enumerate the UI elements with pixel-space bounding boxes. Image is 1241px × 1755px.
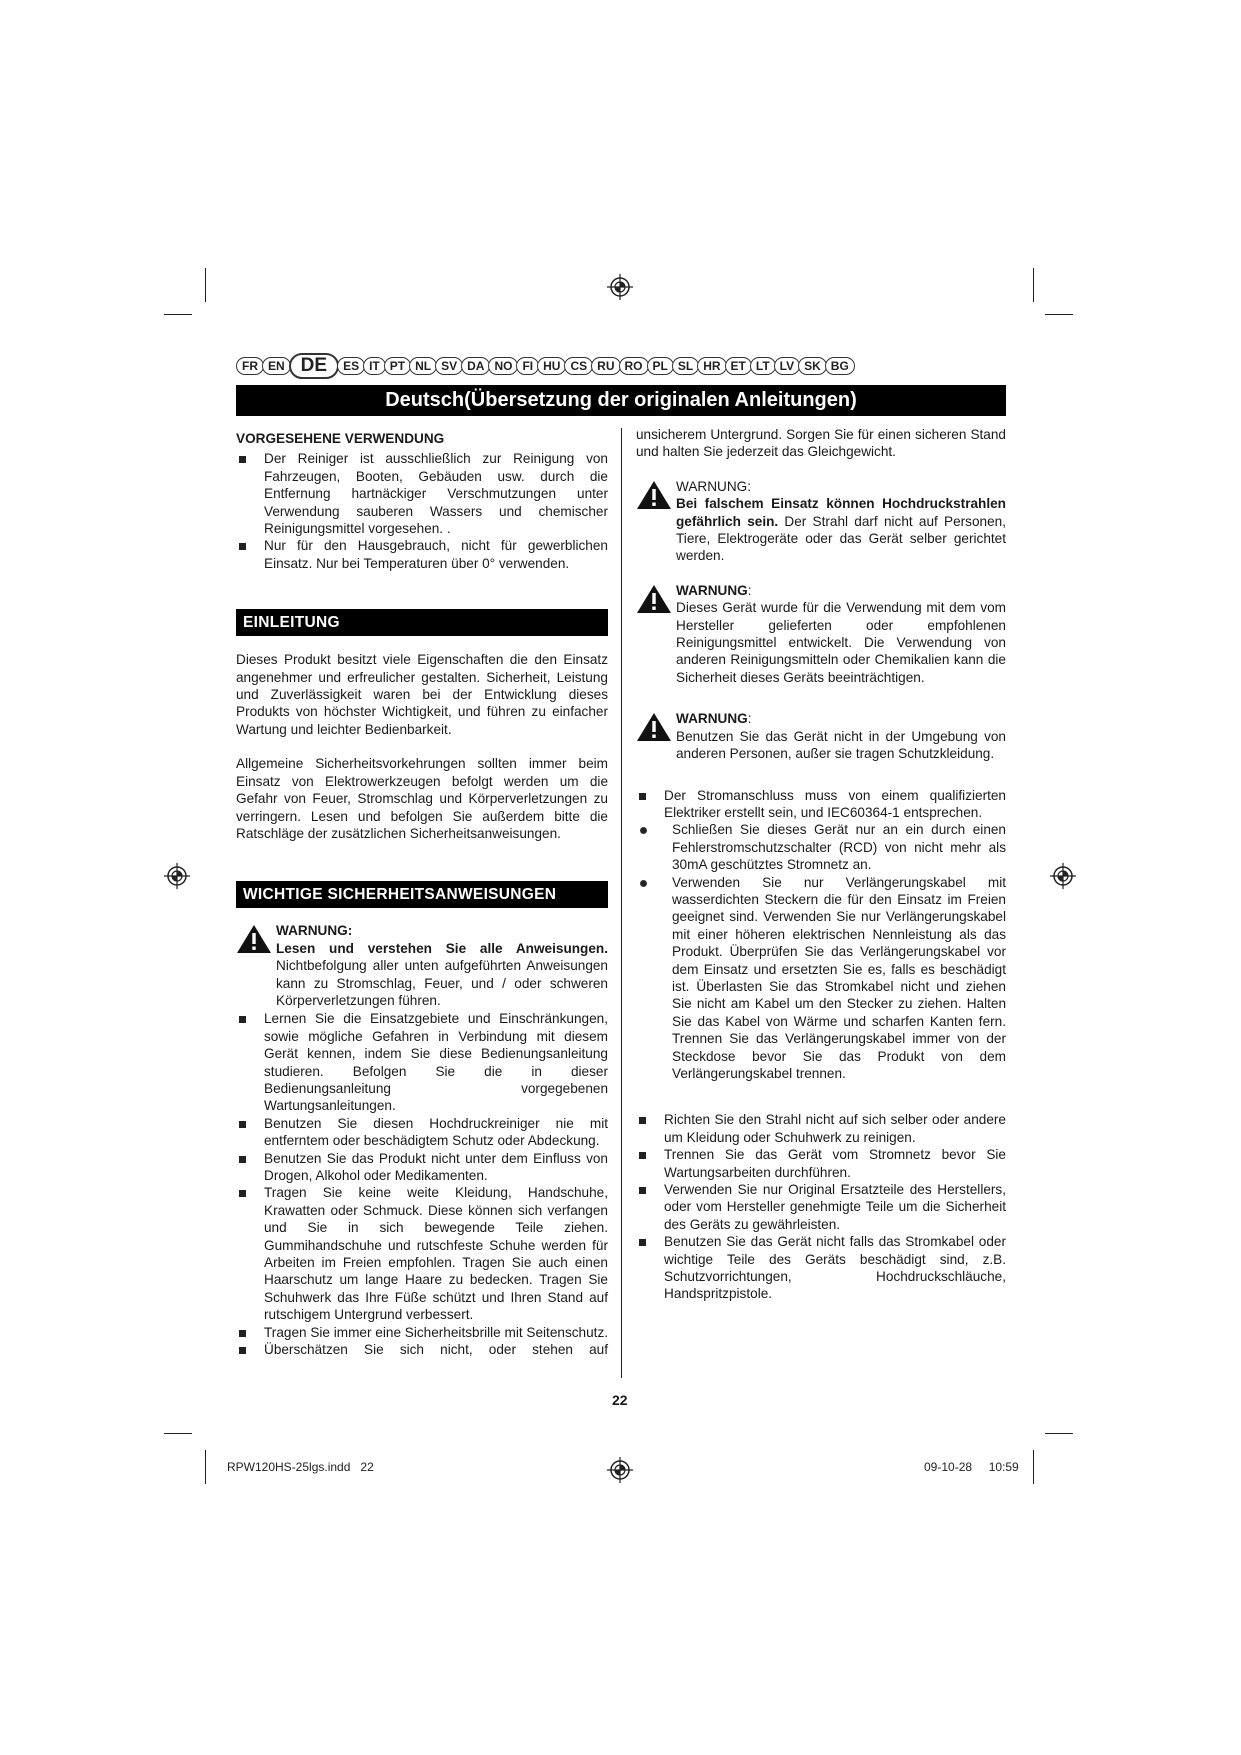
sub-list-item: Verwenden Sie nur Verlängerungskabel mit wasserdichten Steckern die für den Einsatz im Freien geeignet sind. Verwenden Sie nur Verlängerungskabel mit einer höheren elektrischen Nennleistung als das Produkt. Überprüfen Sie das Verlängerungskabel vor dem Einsatz und ersetzten Sie es, falls es beschädigt ist. Überlasten Sie das Stromkabel nicht und ziehen Sie nicht am Kabel um den Stecker zu ziehen. Halten Sie das Kabel von Wärme und scharfen Kanten fern. Trennen Sie das Verlängerungskabel immer von der Steckdose bevor Sie das Produkt von dem Verlängerungskabel trennen. xyxy=(636,874,1006,1083)
language-tab-ru[interactable]: RU xyxy=(591,357,620,375)
language-tab-bg[interactable]: BG xyxy=(825,357,855,375)
crop-mark xyxy=(205,1450,206,1484)
column-divider xyxy=(621,428,622,1378)
language-tab-lt[interactable]: LT xyxy=(750,357,776,375)
registration-mark-icon xyxy=(164,863,190,889)
intended-use-heading: VORGESEHENE VERWENDUNG xyxy=(236,431,445,446)
warning-icon xyxy=(636,712,672,742)
sub-list-item: Schließen Sie dieses Gerät nur an ein durch einen Fehlerstromschutzschalter (RCD) von nicht mehr als 30mA geschütztes Stromnetz an. xyxy=(636,821,1006,873)
crop-mark xyxy=(164,314,192,315)
warning-label: WARNUNG xyxy=(676,582,748,598)
continuation-paragraph: unsicherem Untergrund. Sorgen Sie für einen sicheren Stand und halten Sie jederzeit das Gleichgewicht. xyxy=(636,427,1006,460)
safety-heading: WICHTIGE SICHERHEITSANWEISUNGEN xyxy=(236,881,608,908)
list-item: Der Reiniger ist ausschließlich zur Reinigung von Fahrzeugen, Booten, Gebäuden usw. durch die Entfernung hartnäckiger Verschmutzungen unter Verwendung sauberen Wassers und chemischer Reinigungsmittel vorgesehen. . xyxy=(236,450,608,537)
language-tab-cs[interactable]: CS xyxy=(564,357,593,375)
crop-mark xyxy=(1033,268,1034,302)
power-sublist xyxy=(636,821,1006,1082)
warning-text: Nichtbefolgung aller unten aufgeführten Anweisungen kann zu Stromschlag, Feuer, und / oder schweren Körperverletzungen führen. xyxy=(276,958,608,1008)
language-tab-da[interactable]: DA xyxy=(461,357,490,375)
warning-text: Der Strahl darf nicht auf Personen, Tiere, Elektrogeräte oder das Gerät selber gerichtet werden. xyxy=(676,513,1006,564)
warning-block xyxy=(236,922,608,1009)
registration-mark-icon xyxy=(607,274,633,300)
language-tab-de[interactable]: DE xyxy=(289,353,339,379)
list-item: Tragen Sie keine weite Kleidung, Handschuhe, Krawatten oder Schmuck. Diese können sich verfangen und Sie in sich bewegende Teile ziehen. Gummihandschuhe und rutschfeste Schuhe werden für Arbeiten im Freien empfohlen. Tragen Sie auch einen Haarschutz um lange Haare zu bedecken. Tragen Sie Schuhwerk das Ihre Füße schützt und Ihren Stand auf rutschigem Untergrund verbessert. xyxy=(236,1184,608,1323)
list-item: Tragen Sie immer eine Sicherheitsbrille mit Seitenschutz. xyxy=(236,1324,608,1341)
page-title: Deutsch(Übersetzung der originalen Anleitungen) xyxy=(236,385,1006,416)
list-item: Trennen Sie das Gerät vom Stromnetz bevor Sie Wartungsarbeiten durchführen. xyxy=(636,1146,1006,1181)
footer-timestamp: 09-10-28 10:59 xyxy=(924,1460,1019,1474)
warning-icon xyxy=(636,480,672,510)
crop-mark xyxy=(1045,1433,1073,1434)
list-item: Benutzen Sie diesen Hochdruckreiniger nie mit entferntem oder beschädigtem Schutz oder Abdeckung. xyxy=(236,1115,608,1150)
list-item: Lernen Sie die Einsatzgebiete und Einschränkungen, sowie mögliche Gefahren in Verbindung mit diesem Gerät kennen, indem Sie diese Bedienungsanleitung studieren. Befolgen Sie die in dieser Bedienungsanleitung vorgegebenen Wartungsanleitungen. xyxy=(236,1010,608,1114)
warning-label: WARNUNG: xyxy=(676,478,752,494)
language-tab-lv[interactable]: LV xyxy=(774,357,800,375)
language-tab-fr[interactable]: FR xyxy=(236,357,264,375)
warning-label: WARNUNG: xyxy=(276,923,353,939)
warning-text: Benutzen Sie das Gerät nicht in der Umgebung von anderen Personen, außer sie tragen Schutzkleidung. xyxy=(676,728,1006,762)
intro-heading: EINLEITUNG xyxy=(236,609,608,636)
language-tab-pl[interactable]: PL xyxy=(647,357,674,375)
warning-block: WARNUNG: Dieses Gerät wurde für die Verwendung mit dem vom Hersteller gelieferten oder empfohlenen Reinigungsmittel entwickelt. Die Verwendung von anderen Reinigungsmitteln oder Chemikalien kann die Sicherheit dieses Geräts beeinträchtigen. xyxy=(636,582,1006,686)
warning-block: WARNUNG: Benutzen Sie das Gerät nicht in der Umgebung von anderen Personen, außer sie tragen Schutzkleidung. xyxy=(636,710,1006,762)
crop-mark xyxy=(205,268,206,302)
list-item: Benutzen Sie das Produkt nicht unter dem Einfluss von Drogen, Alkohol oder Medikamenten. xyxy=(236,1150,608,1185)
warning-label: WARNUNG xyxy=(676,711,748,727)
right-column xyxy=(636,426,1006,1303)
warning-block xyxy=(636,478,1006,565)
intro-paragraph: Dieses Produkt besitzt viele Eigenschaften die den Einsatz angenehmer und erfreulicher gestalten. Sicherheit, Leistung und Zuverlässigkeit waren bei der Entwicklung dieses Produkts von höchster Wichtigkeit, und führen zu einfacher Wartung und leichter Bedienbarkeit. xyxy=(236,652,608,737)
warning-icon xyxy=(636,584,672,614)
list-item: Benutzen Sie das Gerät nicht falls das Stromkabel oder wichtige Teile des Geräts beschädigt sind, z.B. Schutzvorrichtungen, Hochdruckschläuche, Handspritzpistole. xyxy=(636,1233,1006,1303)
language-tab-sl[interactable]: SL xyxy=(672,357,699,375)
language-tab-fi[interactable]: FI xyxy=(516,357,539,375)
safety-list-continued xyxy=(636,1111,1006,1302)
crop-mark xyxy=(1033,1450,1034,1484)
list-item: Nur für den Hausgebrauch, nicht für gewerblichen Einsatz. Nur bei Temperaturen über 0° verwenden. xyxy=(236,537,608,572)
registration-mark-icon xyxy=(607,1457,633,1483)
warning-bold-text: Bei falschem Einsatz können Hochdruckstrahlen gefährlich sein. xyxy=(676,496,1006,529)
list-item: Richten Sie den Strahl nicht auf sich selber oder andere um Kleidung oder Schuhwerk zu reinigen. xyxy=(636,1111,1006,1146)
warning-icon xyxy=(236,924,272,954)
list-item: Verwenden Sie nur Original Ersatzteile des Herstellers, oder vom Hersteller genehmigte Teile um die Sicherheit des Geräts zu gewährleisten. xyxy=(636,1181,1006,1233)
language-selector xyxy=(236,355,1006,377)
language-tab-pt[interactable]: PT xyxy=(384,357,411,375)
power-list xyxy=(636,787,1006,1083)
language-tab-sv[interactable]: SV xyxy=(435,357,463,375)
language-tab-ro[interactable]: RO xyxy=(619,357,649,375)
intro-paragraph: Allgemeine Sicherheitsvorkehrungen sollten immer beim Einsatz von Elektrowerkzeugen befolgt werden um die Gefahr von Feuer, Stromschlag und Körperverletzungen zu verringern. Lesen und befolgen Sie außerdem bitte die Ratschläge der zusätzlichen Sicherheitsanweisungen. xyxy=(236,756,608,841)
language-tab-sk[interactable]: SK xyxy=(798,357,827,375)
list-item xyxy=(636,787,1006,1083)
language-tab-hu[interactable]: HU xyxy=(537,357,566,375)
language-tab-en[interactable]: EN xyxy=(262,357,291,375)
crop-mark xyxy=(164,1433,192,1434)
crop-mark xyxy=(1045,314,1073,315)
page-number: 22 xyxy=(612,1392,628,1408)
language-tab-it[interactable]: IT xyxy=(363,357,386,375)
language-tab-hr[interactable]: HR xyxy=(697,357,726,375)
language-tab-es[interactable]: ES xyxy=(337,357,365,375)
language-tab-no[interactable]: NO xyxy=(488,357,518,375)
language-tab-nl[interactable]: NL xyxy=(409,357,437,375)
safety-list xyxy=(236,1010,608,1358)
power-item-text: Der Stromanschluss muss von einem qualifizierten Elektriker erstellt sein, und IEC60364-1 entsprechen. xyxy=(664,787,1006,820)
left-column xyxy=(236,426,608,1358)
language-tab-et[interactable]: ET xyxy=(725,357,752,375)
footer-file-info: RPW120HS-25lgs.indd 22 xyxy=(227,1460,374,1474)
intended-use-list xyxy=(236,450,608,572)
warning-bold-text: Lesen und verstehen Sie alle Anweisungen. xyxy=(276,940,608,956)
registration-mark-icon xyxy=(1050,863,1076,889)
warning-text: Dieses Gerät wurde für die Verwendung mit dem vom Hersteller gelieferten oder empfohlenen Reinigungsmittel entwickelt. Die Verwendung von anderen Reinigungsmitteln oder Chemikalien kann die Sicherheit dieses Geräts beeinträchtigen. xyxy=(676,600,1006,685)
list-item: Überschätzen Sie sich nicht, oder stehen auf xyxy=(236,1341,608,1358)
